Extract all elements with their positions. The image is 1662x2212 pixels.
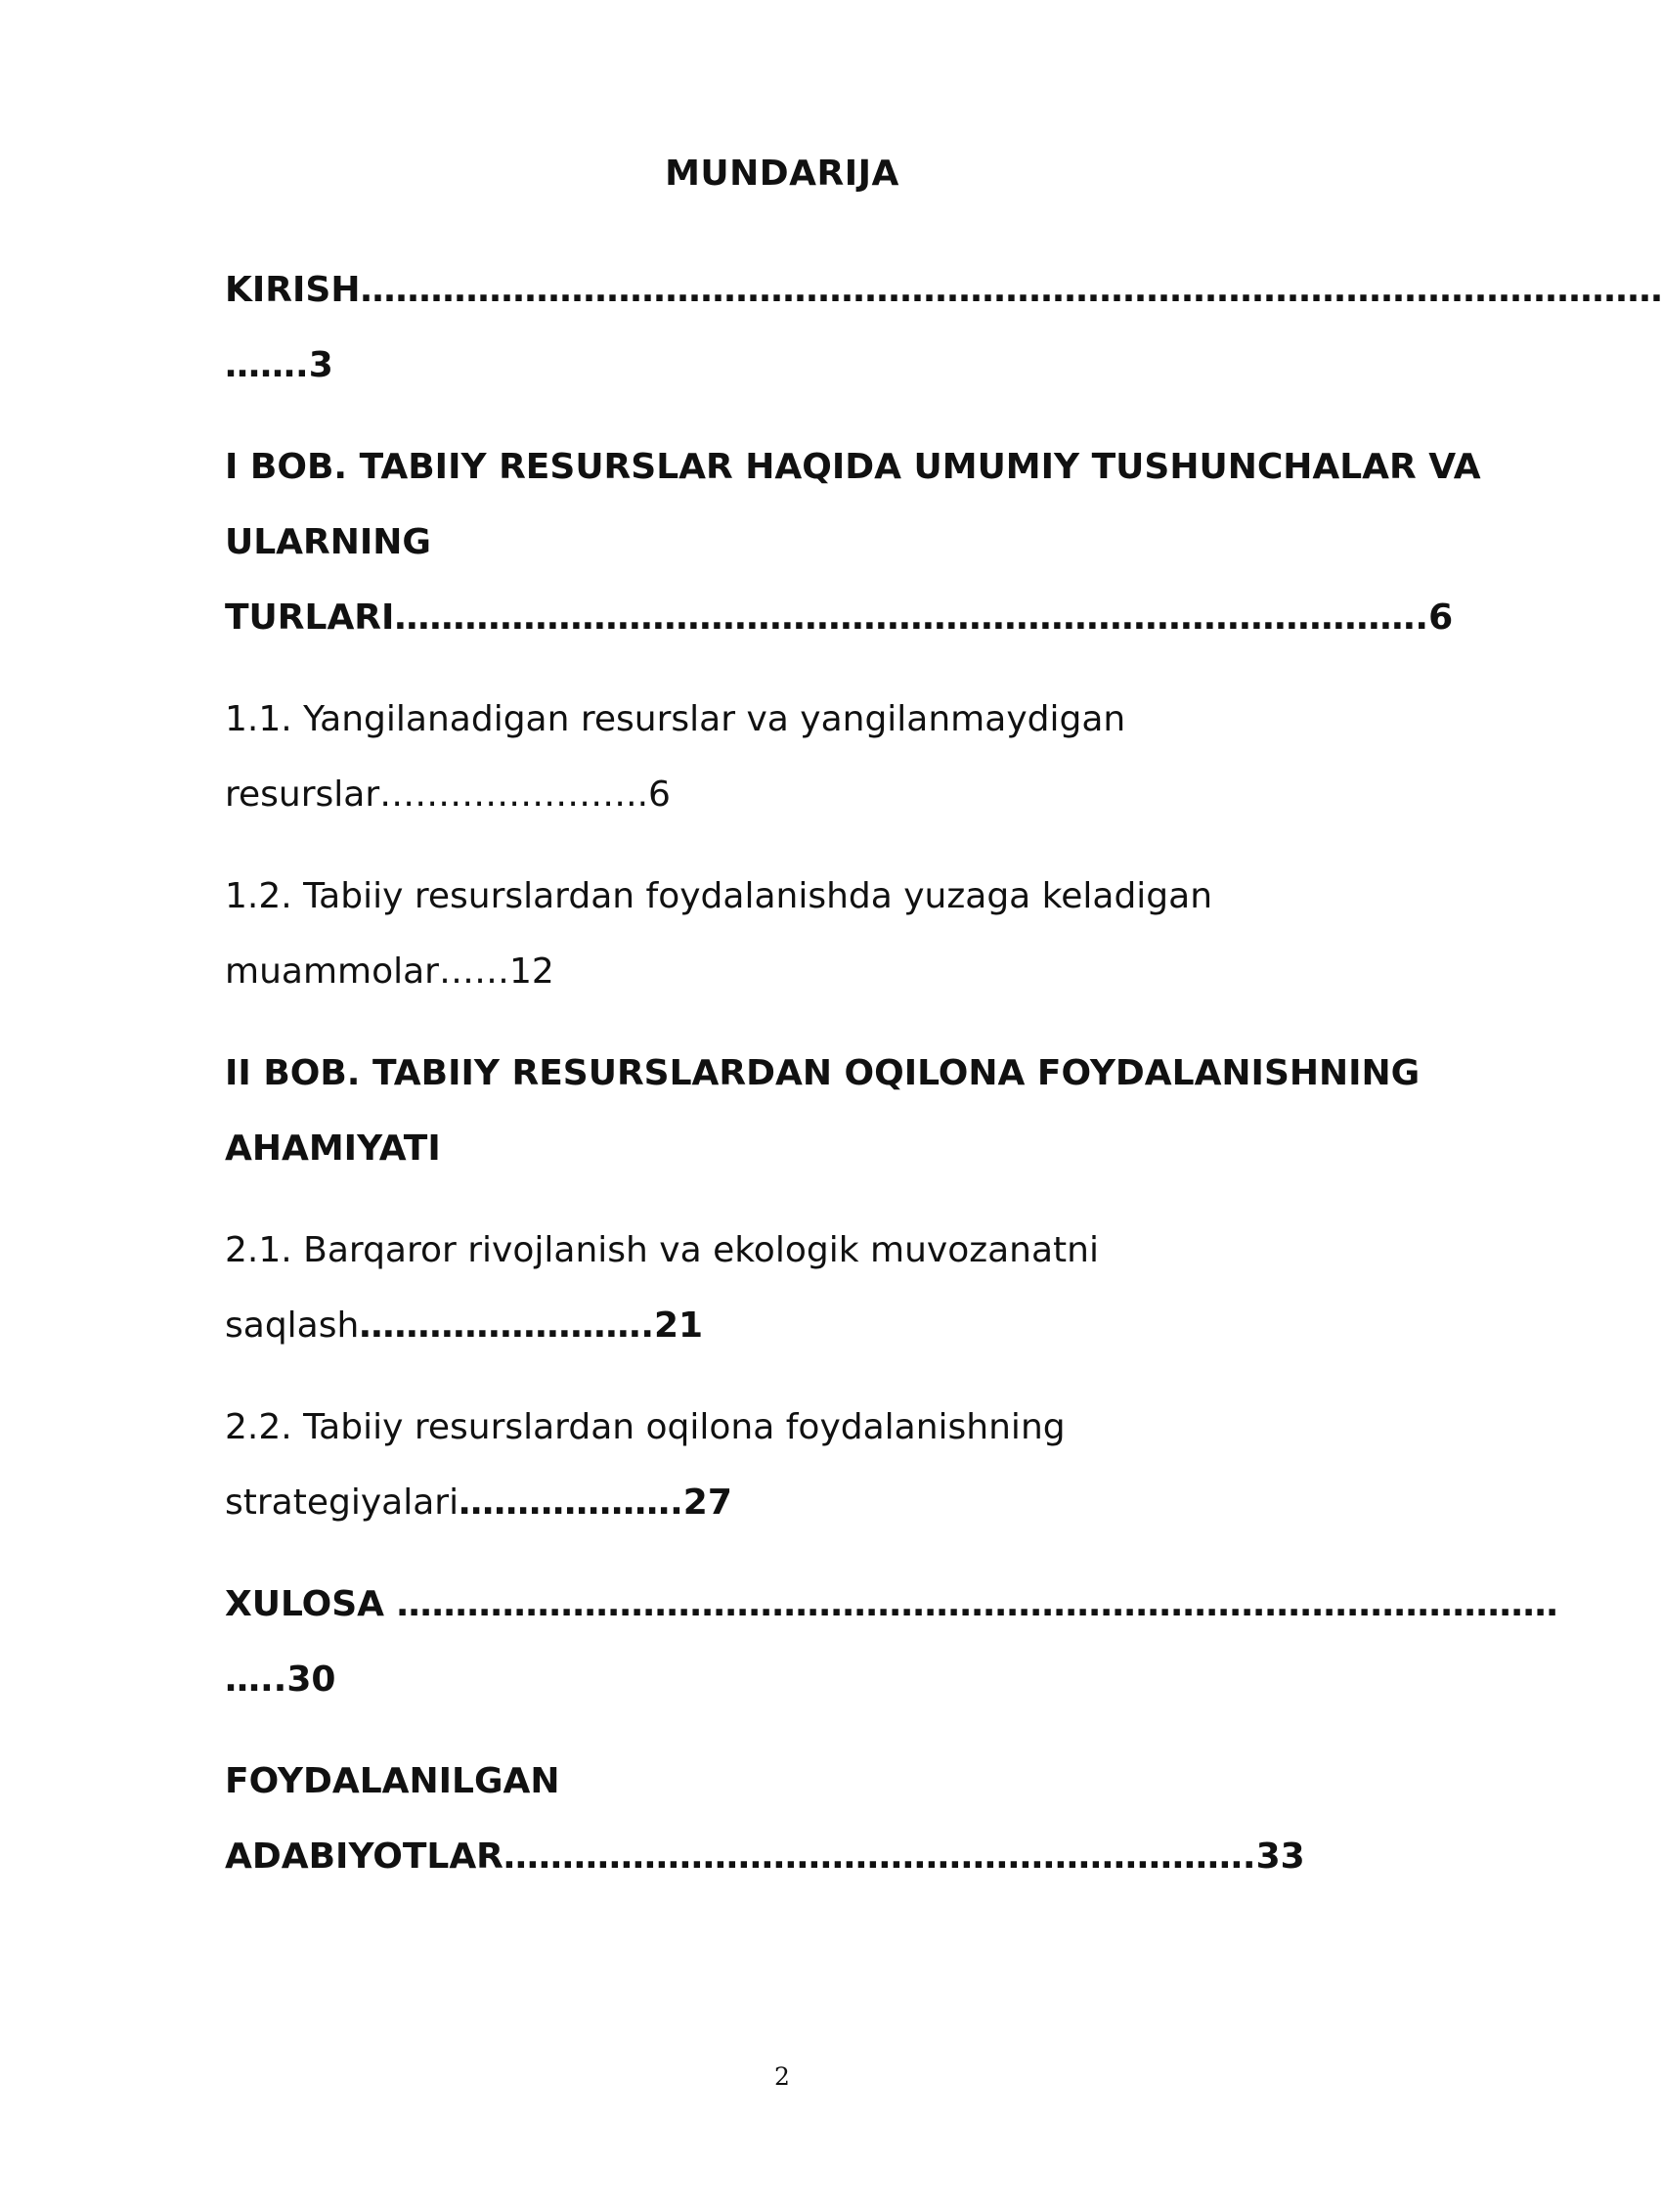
toc-line [225,1213,1457,1288]
toc-section-text: resurslar………………….. [225,774,649,815]
toc-line [225,429,1481,505]
toc-entry-section-2-2 [225,1390,1457,1540]
toc-page-number: 6 [1428,597,1454,638]
toc-page-number: 30 [286,1659,336,1700]
toc-heading-text: TURLARI……………………………………………………………………………. [225,597,1429,638]
toc-heading-text: II BOB. TABIIY RESURSLARDAN OQILONA FOYDALANISHNING [225,1053,1421,1093]
toc-line [225,1465,1457,1540]
toc-section-text: 1.2. Tabiiy resurslardan foydalanishda yuzaga keladigan [225,876,1213,916]
toc-section-text: strategiyalari [225,1482,459,1523]
toc-line [225,1819,1457,1894]
toc-entry-section-1-1 [225,682,1457,832]
toc-leader-dots: ….. [225,1659,287,1700]
toc-section-text: muammolar…… [225,951,509,992]
toc-entry-xulosa [225,1567,1558,1717]
toc-line [225,1744,1457,1819]
toc-entry-section-1-2 [225,859,1457,1009]
toc-line [225,1390,1457,1465]
toc-leader-dots: ………………. [459,1482,683,1523]
toc-heading-text: I BOB. TABIIY RESURSLAR HAQIDA UMUMIY TUSHUNCHALAR VA [225,447,1481,487]
toc-leader-dots: ……………………. [359,1305,654,1346]
toc-entry-references [225,1744,1457,1894]
toc-heading-text: XULOSA ……………………………………………………………………………………… [225,1584,1558,1624]
toc-page-number: 21 [654,1305,704,1346]
toc-line [225,1111,1457,1186]
toc-heading-text: AHAMIYATI [225,1128,441,1169]
toc-page-number: 33 [1255,1836,1305,1877]
toc-line [225,580,1457,655]
toc-heading-text: KIRISH………………………………………………………………………………………………… [225,270,1662,310]
toc-page-number: 12 [508,951,554,992]
toc-heading-text: FOYDALANILGAN [225,1761,560,1801]
toc-entry-chapter-1 [225,429,1481,655]
toc-line [225,252,1662,328]
toc-line [225,1567,1558,1642]
toc-line [225,1642,1457,1717]
toc-line [225,682,1457,757]
toc-heading-text: ADABIYOTLAR………………………………………………………. [225,1836,1256,1877]
toc-section-text: 2.2. Tabiiy resurslardan oqilona foydalanishning [225,1407,1066,1447]
toc-line [225,1036,1457,1111]
page-title: MUNDARIJA [665,154,899,194]
toc-page-number: 6 [648,774,671,815]
toc-heading-text: ULARNING [225,522,431,562]
toc-section-text: 1.1. Yangilanadigan resurslar va yangilanmaydigan [225,699,1126,739]
toc-line [225,859,1457,934]
toc-section-text: saqlash [225,1305,360,1346]
toc-line [225,328,1457,403]
toc-page-number: 3 [308,345,333,385]
toc-line [225,934,1457,1009]
toc-line [225,1288,1457,1363]
toc-line [225,505,1457,580]
toc-leader-dots: ……. [225,345,309,385]
toc-entry-kirish [225,252,1662,403]
toc-entry-section-2-1 [225,1213,1457,1363]
toc-page-number: 27 [682,1482,732,1523]
toc-line [225,757,1457,832]
toc-section-text: 2.1. Barqaror rivojlanish va ekologik muvozanatni [225,1230,1099,1270]
page-number: 2 [774,2062,790,2091]
toc-entry-chapter-2 [225,1036,1457,1186]
table-of-contents [225,252,1662,1921]
